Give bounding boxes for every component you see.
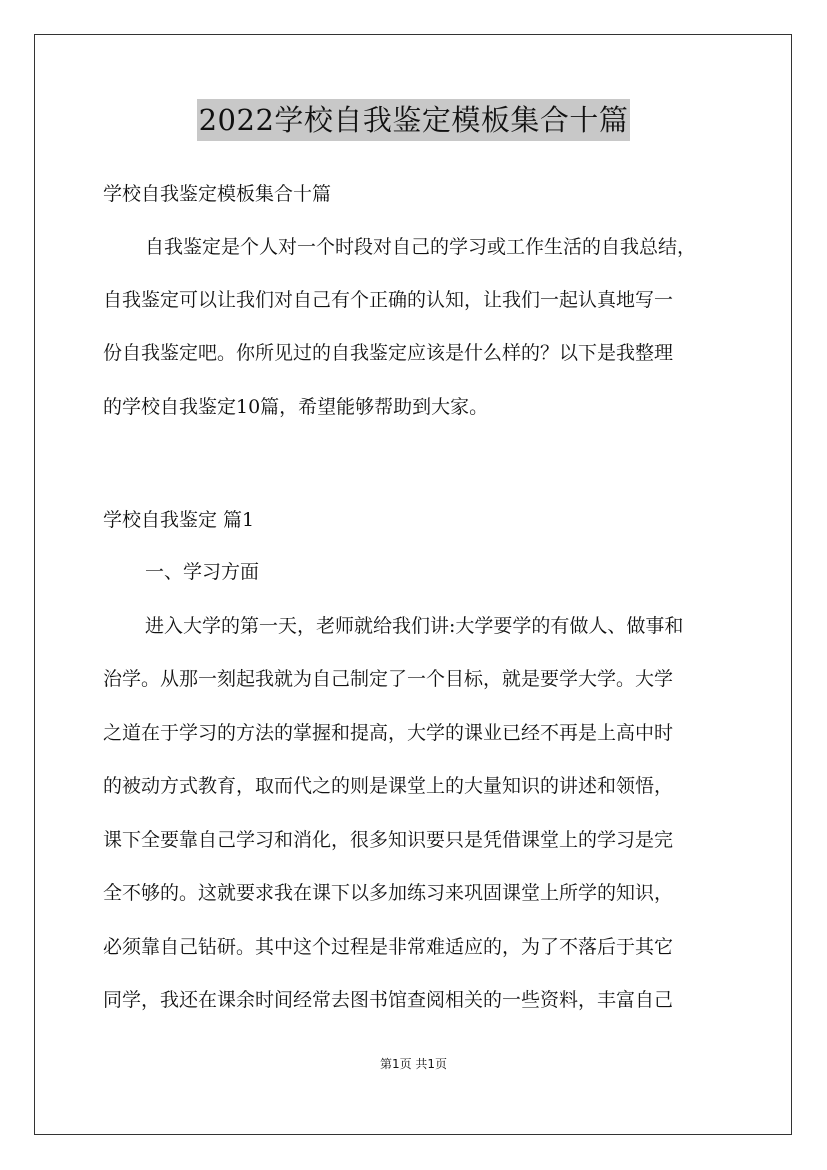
paragraph-line: 自我鉴定是个人对一个时段对自己的学习或工作生活的自我总结， xyxy=(145,236,697,258)
subtitle-line: 学校自我鉴定模板集合十篇 xyxy=(103,183,332,205)
paragraph-line: 的被动方式教育，取而代之的则是课堂上的大量知识的讲述和领悟， xyxy=(103,775,674,797)
title-container xyxy=(0,99,827,141)
paragraph-line: 课下全要靠自己学习和消化，很多知识要只是凭借课堂上的学习是完 xyxy=(103,829,674,851)
paragraph-line: 自我鉴定可以让我们对自己有个正确的认知，让我们一起认真地写一 xyxy=(103,289,674,311)
subsection-heading: 一、学习方面 xyxy=(145,561,260,583)
paragraph-line: 之道在于学习的方法的掌握和提高，大学的课业已经不再是上高中时 xyxy=(103,722,674,744)
paragraph-line: 必须靠自己钻研。其中这个过程是非常难适应的，为了不落后于其它 xyxy=(103,936,674,958)
page-footer: 第1页 共1页 xyxy=(379,1057,448,1071)
paragraph-line: 进入大学的第一天，老师就给我们讲:大学要学的有做人、做事和 xyxy=(145,615,684,637)
paragraph-line: 份自我鉴定吧。你所见过的自我鉴定应该是什么样的？以下是我整理 xyxy=(103,342,674,364)
paragraph-line: 治学。从那一刻起我就为自己制定了一个目标，就是要学大学。大学 xyxy=(103,668,674,690)
section-heading: 学校自我鉴定 篇1 xyxy=(103,509,255,531)
paragraph-line: 同学，我还在课余时间经常去图书馆查阅相关的一些资料，丰富自己 xyxy=(103,989,674,1011)
document-title: 2022学校自我鉴定模板集合十篇 xyxy=(197,99,631,141)
paragraph-line: 的学校自我鉴定10篇，希望能够帮助到大家。 xyxy=(103,396,489,418)
paragraph-line: 全不够的。这就要求我在课下以多加练习来巩固课堂上所学的知识， xyxy=(103,882,674,904)
